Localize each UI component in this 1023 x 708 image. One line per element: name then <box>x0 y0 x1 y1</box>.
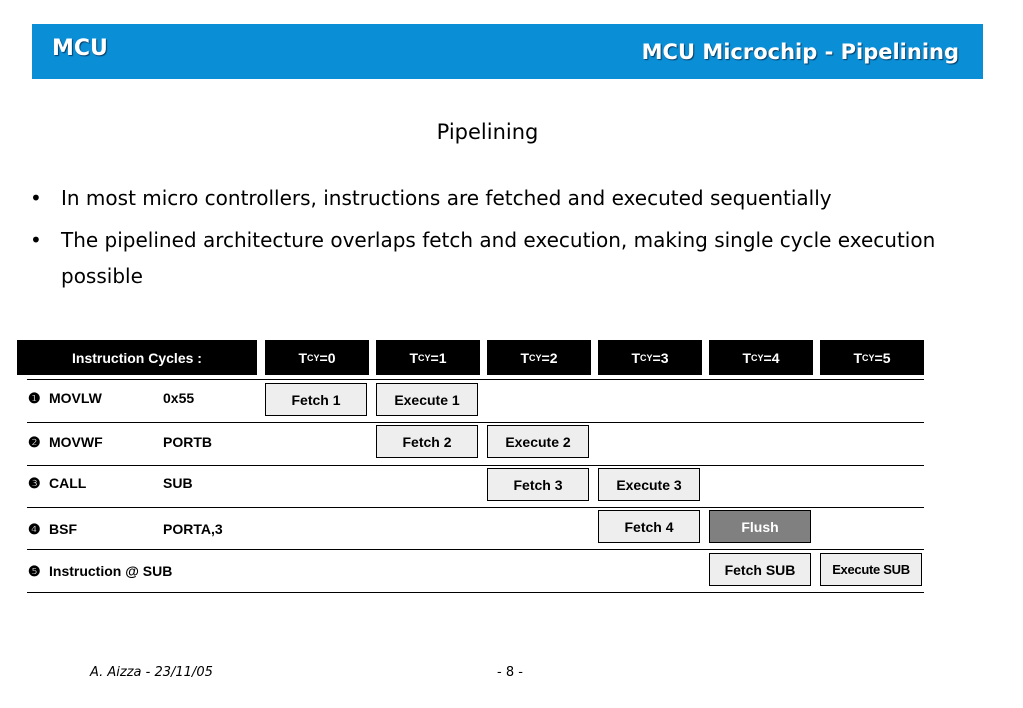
cycle-t: T <box>409 349 419 366</box>
row-operand: PORTA,3 <box>163 521 223 537</box>
cycle-value: =4 <box>763 349 780 366</box>
cycle-header-2 <box>487 340 591 375</box>
header-bar <box>32 24 983 79</box>
cycle-sub: CY <box>640 352 653 363</box>
cycle-value: =0 <box>319 349 336 366</box>
cycle-t: T <box>631 349 641 366</box>
cycle-sub: CY <box>307 352 320 363</box>
step-flush: Flush <box>709 510 811 543</box>
cycle-t: T <box>853 349 863 366</box>
row-divider <box>27 507 924 508</box>
row-number: ❸ <box>28 475 41 491</box>
step-fetch-sub: Fetch SUB <box>709 553 811 586</box>
bullet-text: In most micro controllers, instructions are fetched and executed sequentially <box>61 186 832 210</box>
cycle-t: T <box>520 349 530 366</box>
row-divider <box>27 379 924 380</box>
step-fetch-3: Fetch 3 <box>487 468 589 501</box>
row-divider <box>27 592 924 593</box>
cycle-t: T <box>742 349 752 366</box>
row-opcode: MOVLW <box>49 390 102 406</box>
step-execute-2: Execute 2 <box>487 425 589 458</box>
row-operand: SUB <box>163 475 193 491</box>
footer-author: A. Aizza - 23/11/05 <box>90 665 213 680</box>
bullet-list <box>30 180 990 300</box>
step-execute-sub: Execute SUB <box>820 553 922 586</box>
row-number: ❹ <box>28 521 41 537</box>
bullet-glyph: • <box>30 228 42 252</box>
cycle-sub: CY <box>751 352 764 363</box>
cycle-header-1 <box>376 340 480 375</box>
cycle-value: =2 <box>541 349 558 366</box>
step-execute-1: Execute 1 <box>376 383 478 416</box>
cycle-sub: CY <box>418 352 431 363</box>
row-number: ❷ <box>28 434 41 450</box>
page-title: Pipelining <box>436 120 539 144</box>
cycle-value: =5 <box>874 349 891 366</box>
cycle-header-3 <box>598 340 702 375</box>
bullet-glyph: • <box>30 186 42 210</box>
cycle-t: T <box>298 349 308 366</box>
row-opcode: Instruction @ SUB <box>49 563 173 579</box>
cycle-header-0 <box>265 340 369 375</box>
row-operand: 0x55 <box>163 390 195 406</box>
row-divider <box>27 549 924 550</box>
cycle-header-5 <box>820 340 924 375</box>
footer-page-number: - 8 - <box>497 665 523 680</box>
bullet-item <box>30 180 990 216</box>
header-right-title: MCU Microchip - Pipelining <box>641 40 959 64</box>
row-opcode: BSF <box>49 521 77 537</box>
step-fetch-2: Fetch 2 <box>376 425 478 458</box>
cycle-header-4 <box>709 340 813 375</box>
row-number: ❺ <box>28 563 41 579</box>
bullet-item <box>30 222 990 294</box>
row-opcode: CALL <box>49 475 87 491</box>
header-left-title: MCU <box>52 36 108 61</box>
row-operand: PORTB <box>163 434 212 450</box>
row-divider <box>27 465 924 466</box>
row-opcode: MOVWF <box>49 434 103 450</box>
instruction-cycles-label: Instruction Cycles : <box>17 340 257 375</box>
row-divider <box>27 422 924 423</box>
cycle-sub: CY <box>529 352 542 363</box>
bullet-text: The pipelined architecture overlaps fetch and execution, making single cycle execution possible <box>61 228 936 288</box>
step-fetch-1: Fetch 1 <box>265 383 367 416</box>
cycle-sub: CY <box>862 352 875 363</box>
cycle-value: =3 <box>652 349 669 366</box>
step-execute-3: Execute 3 <box>598 468 700 501</box>
row-number: ❶ <box>28 390 41 406</box>
cycle-value: =1 <box>430 349 447 366</box>
step-fetch-4: Fetch 4 <box>598 510 700 543</box>
